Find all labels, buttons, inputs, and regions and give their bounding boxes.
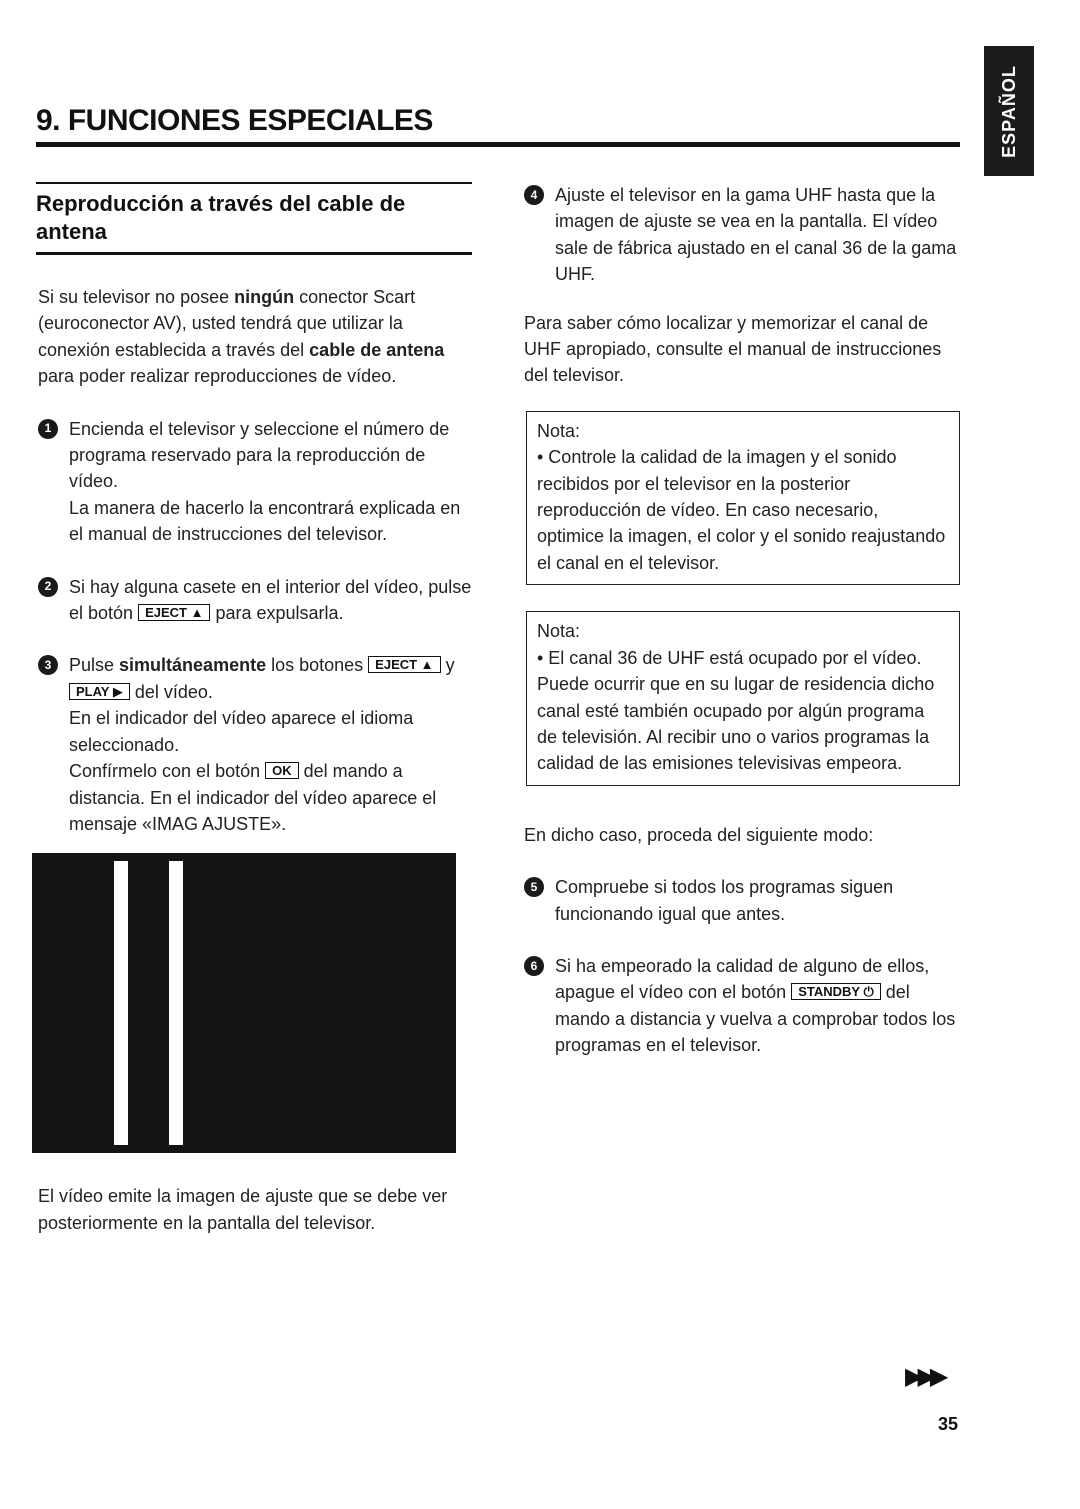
step-5-number: 5 — [524, 877, 544, 897]
step-2-number: 2 — [38, 577, 58, 597]
test-pattern-image — [32, 853, 456, 1153]
page-title: 9. FUNCIONES ESPECIALES — [36, 104, 433, 137]
right-column — [524, 182, 964, 1059]
step-1-text-2: La manera de hacerlo la encontrará explicada en el manual de instrucciones del televisor. — [69, 497, 461, 545]
step-6-text-2: del mando a distancia y vuelva a comprobar todos los programas en el televisor. — [555, 982, 956, 1056]
step-3-text-1: Pulse — [69, 655, 120, 676]
step-3 — [38, 652, 478, 837]
intro-bold-2: cable de antena — [309, 339, 445, 360]
step-6-text — [555, 953, 964, 1059]
procedure-intro: En dicho caso, proceda del siguiente modo: — [524, 824, 874, 845]
left-column — [38, 284, 478, 1236]
intro-paragraph — [38, 284, 478, 390]
note-1-text: • Controle la calidad de la imagen y el sonido recibidos por el televisor en la posterior reproducción de vídeo. En caso necesario, optimice la imagen, el color y el sonido reajustando el canal en el televisor. — [537, 447, 946, 573]
intro-text-2: conector Scart (euroconector AV), usted tendrá que utilizar la conexión establecida a través del — [38, 287, 416, 360]
page-number: 35 — [938, 1414, 959, 1434]
image-caption: El vídeo emite la imagen de ajuste que se debe ver posteriormente en la pantalla del televisor. — [38, 1186, 448, 1233]
ok-button-label: OK — [265, 762, 299, 779]
eject-button-label-2: EJECT ▲ — [368, 656, 440, 673]
intro-text-3: para poder realizar reproducciones de vídeo. — [38, 366, 397, 387]
section-title: Reproducción a través del cable de antena — [36, 191, 406, 244]
step-3-text-line3 — [69, 758, 478, 837]
intro-bold-1: ningún — [234, 287, 295, 307]
step-3-text-6: del mando a distancia. En el indicador del vídeo aparece el mensaje «IMAG AJUSTE». — [69, 761, 437, 834]
title-rule — [36, 142, 960, 147]
step-3-text-3: y — [440, 655, 455, 676]
uhf-info-paragraph: Para saber cómo localizar y memorizar el canal de UHF apropiado, consulte el manual de instrucciones del televisor. — [524, 312, 942, 386]
step-4-text: Ajuste el televisor en la gama UHF hasta que la imagen de ajuste se vea en la pantalla. El vídeo sale de fábrica ajustado en el canal 36 de la gama UHF. — [555, 185, 957, 285]
note-box-2 — [526, 611, 960, 785]
step-2 — [38, 574, 478, 627]
section-heading-box — [36, 182, 472, 255]
step-3-text-2: los botones — [266, 655, 369, 676]
step-5-text: Compruebe si todos los programas siguen funcionando igual que antes. — [555, 877, 894, 924]
step-2-text-1: Si hay alguna casete en el interior del vídeo, pulse el botón — [69, 576, 472, 624]
language-tab-label: ESPAÑOL — [998, 64, 1019, 158]
test-pattern-bar-2 — [169, 861, 183, 1145]
step-3-bold: simultáneamente — [119, 655, 267, 676]
step-3-number: 3 — [38, 655, 58, 675]
step-1 — [38, 416, 478, 548]
step-4 — [524, 182, 964, 288]
standby-button-label: STANDBY ⏻ — [791, 983, 881, 1000]
step-3-text-line2: En el indicador del vídeo aparece el idioma seleccionado. — [69, 708, 414, 755]
note-1-label: Nota: — [537, 420, 581, 441]
next-page-arrows-icon: ▶▶▶ — [905, 1363, 943, 1390]
play-button-label: PLAY ▶ — [69, 683, 130, 700]
language-tab — [984, 46, 1034, 176]
note-2-label: Nota: — [537, 621, 581, 642]
step-4-number: 4 — [524, 185, 544, 205]
note-2-text: • El canal 36 de UHF está ocupado por el vídeo. Puede ocurrir que en su lugar de residencia dicho canal esté también ocupado por algún programa de televisión. Al recibir uno o varios programas la calidad de las emisiones televisivas empeora. — [537, 647, 935, 774]
step-3-text — [69, 652, 478, 705]
intro-text-1: Si su televisor no posee — [38, 287, 235, 307]
step-6 — [524, 953, 964, 1059]
test-pattern-bar-1 — [114, 861, 128, 1145]
note-box-1 — [526, 411, 960, 585]
step-6-text-1: Si ha empeorado la calidad de alguno de ellos, apague el vídeo con el botón — [555, 955, 930, 1003]
eject-button-label: EJECT ▲ — [138, 604, 210, 621]
step-3-text-5: Confírmelo con el botón — [69, 761, 266, 782]
step-3-text-4: del vídeo. — [129, 681, 213, 702]
step-2-text-2: para expulsarla. — [210, 603, 344, 624]
step-2-text — [69, 574, 478, 627]
step-1-number: 1 — [38, 419, 58, 439]
step-6-number: 6 — [524, 956, 544, 976]
step-1-text: Encienda el televisor y seleccione el número de programa reservado para la reproducción de vídeo. — [69, 418, 450, 492]
step-5 — [524, 874, 964, 927]
